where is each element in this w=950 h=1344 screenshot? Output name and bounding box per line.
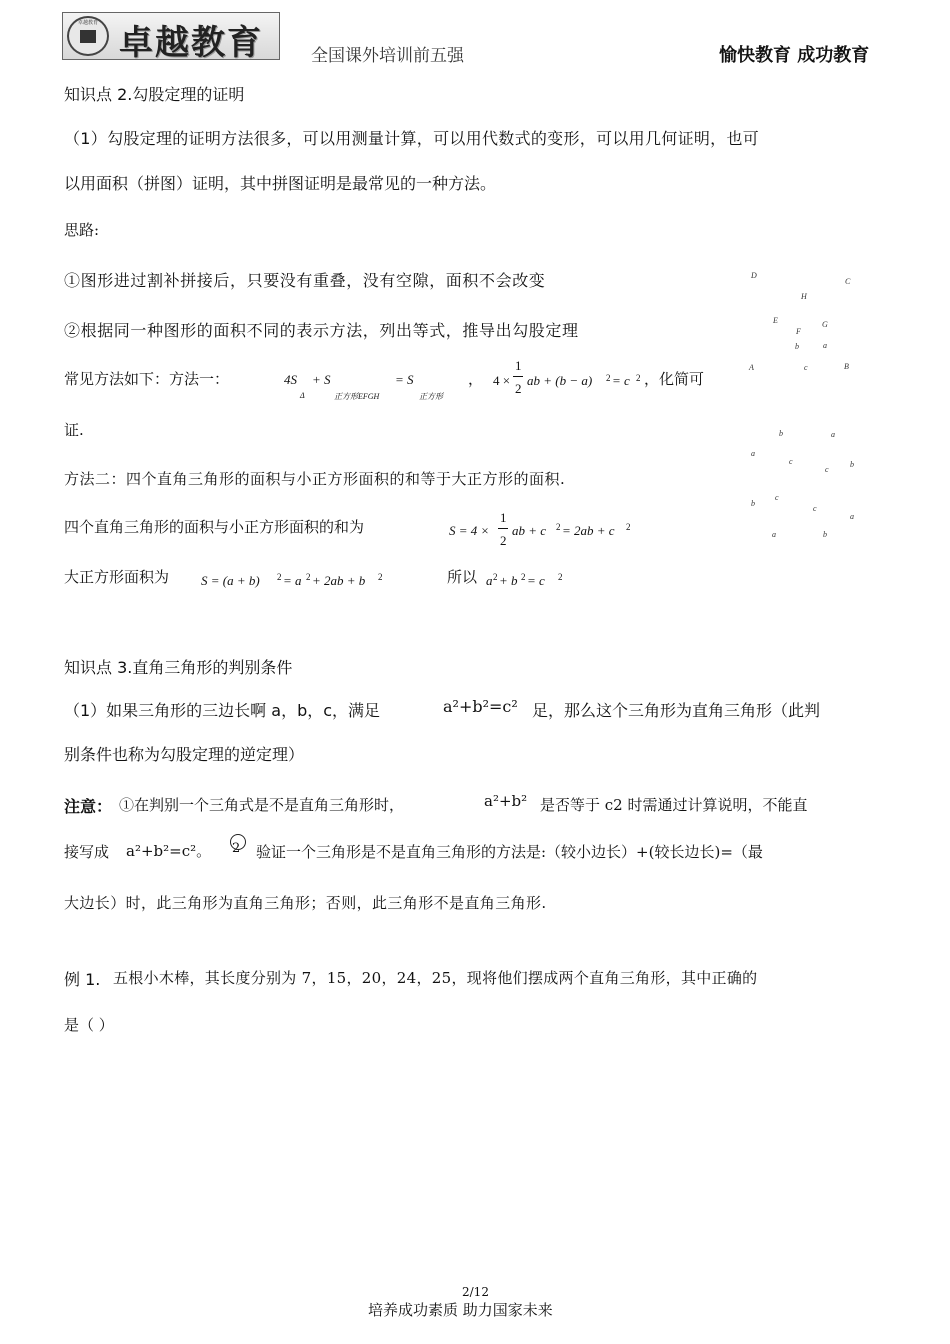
sum-exponent2: 2 <box>626 522 631 532</box>
big-square-end: + 2ab + b <box>312 573 366 588</box>
formula2-exponent2: 2 <box>636 373 641 383</box>
logo-seal-text: 卓越教育 <box>77 20 98 26</box>
big-square-exp1: 2 <box>277 572 282 582</box>
fig2-label: a <box>751 449 755 458</box>
note2-formula: a²+b²=c²。 <box>126 842 212 860</box>
so-label: 所以 <box>447 568 478 586</box>
fig1-label-E: E <box>773 316 778 325</box>
note2-post: 验证一个三角形是不是直角三角形的方法是:（较小边长）+(较长边长)=（最 <box>256 843 763 861</box>
note1-pre: ①在判别一个三角式是不是直角三角形时， <box>119 796 405 814</box>
section3-paragraph-post: 足，那么这个三角形为直角三角形（此判 <box>532 701 821 720</box>
logo-text: 卓越教育 <box>119 23 263 63</box>
formula-separator: ， <box>468 370 484 388</box>
formula2-equals: = c <box>612 373 630 388</box>
section2-paragraph-line2: 以用面积（拼图）证明，其中拼图证明是最常见的一种方法。 <box>64 174 497 193</box>
fig2-label: b <box>850 460 854 469</box>
note-label: 注意： <box>64 797 113 816</box>
formula2-fraction-denominator: 2 <box>515 381 522 396</box>
fig2-label: b <box>751 499 755 508</box>
note1-post: 是否等于 c2 时需通过计算说明，不能直 <box>540 796 808 814</box>
so-exp1: 2 <box>493 572 498 582</box>
idea-label: 思路: <box>64 221 100 239</box>
fig1-label-c: c <box>804 363 808 372</box>
fig1-label-B: B <box>844 362 849 371</box>
so-formula-c: = c <box>527 573 545 588</box>
sum-fraction-numerator: 1 <box>500 510 507 525</box>
fig2-label: a <box>850 512 854 521</box>
formula1-sub-b: 正方形EFGH <box>334 392 380 401</box>
fig2-label: c <box>813 504 817 513</box>
page-number: 2/12 <box>462 1285 489 1299</box>
example1-line2: 是（ ） <box>64 1016 114 1034</box>
example1-label: 例 1. <box>64 970 101 989</box>
so-formula-a: a <box>486 573 493 588</box>
logo-seal-icon <box>67 16 109 56</box>
formula1-term-a: 4S <box>284 372 297 387</box>
method2-text: 方法二：四个直角三角形的面积与小正方形面积的和等于大正方形的面积. <box>64 470 566 488</box>
fig1-label-F: F <box>796 327 801 336</box>
sum-formula-body: ab + c <box>512 523 547 538</box>
fig1-label-a: a <box>823 341 827 350</box>
formula2-prefix: 4 × <box>493 373 511 388</box>
formula1-sub-a: Δ <box>300 391 305 400</box>
note2-circle-number: 2 <box>232 841 241 856</box>
sum-fraction-bar <box>498 528 508 529</box>
sum-exponent: 2 <box>556 522 561 532</box>
header-slogan: 愉快教育 成功教育 <box>719 45 870 66</box>
sum-fraction-denominator: 2 <box>500 533 507 548</box>
fig2-label: a <box>772 530 776 539</box>
section2-paragraph-line1: （1）勾股定理的证明方法很多，可以用测量计算，可以用代数式的变形，可以用几何证明，也可 <box>64 129 760 148</box>
proof-end: 证. <box>64 421 84 439</box>
note2-pre: 接写成 <box>64 843 110 861</box>
fig2-label: c <box>775 493 779 502</box>
formula2-exponent: 2 <box>606 373 611 383</box>
sum-label: 四个直角三角形的面积与小正方形面积的和为 <box>64 518 365 536</box>
example1-text: 五根小木棒，其长度分别为 7，15，20，24，25，现将他们摆成两个直角三角形，其中正确的 <box>113 969 758 987</box>
fig2-label: a <box>831 430 835 439</box>
big-square-exp2: 2 <box>306 572 311 582</box>
big-square-label: 大正方形面积为 <box>64 568 170 586</box>
idea-2: ②根据同一种图形的面积不同的表示方法，列出等式，推导出勾股定理 <box>64 321 579 340</box>
simplify-text: ，化简可 <box>644 370 705 388</box>
footer-motto: 培养成功素质 助力国家未来 <box>368 1301 553 1319</box>
section3-paragraph-line2: 别条件也称为勾股定理的逆定理） <box>64 745 305 764</box>
common-methods-label: 常见方法如下：方法一： <box>64 370 230 388</box>
big-square-exp3: 2 <box>378 572 383 582</box>
formula2-fraction-bar <box>513 376 523 377</box>
so-formula-b: + b <box>499 573 518 588</box>
fig1-label-A: A <box>749 363 754 372</box>
formula2-fraction-numerator: 1 <box>515 358 522 373</box>
fig1-label-D: D <box>751 271 757 280</box>
fig2-label: c <box>825 465 829 474</box>
sum-formula-result: = 2ab + c <box>562 523 615 538</box>
so-exp3: 2 <box>558 572 563 582</box>
fig2-label: b <box>779 429 783 438</box>
logo <box>62 12 280 63</box>
formula1-sub-c: 正方形 <box>419 392 443 401</box>
fig1-label-H: H <box>801 292 807 301</box>
fig2-label: c <box>789 457 793 466</box>
section3-title: 知识点 3.直角三角形的判别条件 <box>64 658 293 677</box>
so-exp2: 2 <box>521 572 526 582</box>
idea-1: ①图形进过割补拼接后，只要没有重叠，没有空隙，面积不会改变 <box>64 271 546 290</box>
formula2-body: ab + (b − a) <box>527 373 593 388</box>
fig1-label-b: b <box>795 342 799 351</box>
note1-formula: a²+b² <box>484 792 528 810</box>
header-subtitle: 全国课外培训前五强 <box>311 46 464 66</box>
section2-title: 知识点 2.勾股定理的证明 <box>64 85 245 104</box>
sum-formula-prefix: S = 4 × <box>449 523 490 538</box>
fig2-label: b <box>823 530 827 539</box>
fig1-label-C: C <box>845 277 851 286</box>
section3-paragraph-pre: （1）如果三角形的三边长啊 a，b，c，满足 <box>64 701 381 720</box>
big-square-mid: = a <box>283 573 302 588</box>
section3-formula: a²+b²=c² <box>443 697 518 716</box>
big-square-formula: S = (a + b) <box>201 573 260 588</box>
formula1-term-b: + S <box>312 372 331 387</box>
note3: 大边长）时，此三角形为直角三角形；否则，此三角形不是直角三角形. <box>64 894 547 912</box>
formula1-term-c: = S <box>395 372 414 387</box>
fig1-label-G: G <box>822 320 828 329</box>
